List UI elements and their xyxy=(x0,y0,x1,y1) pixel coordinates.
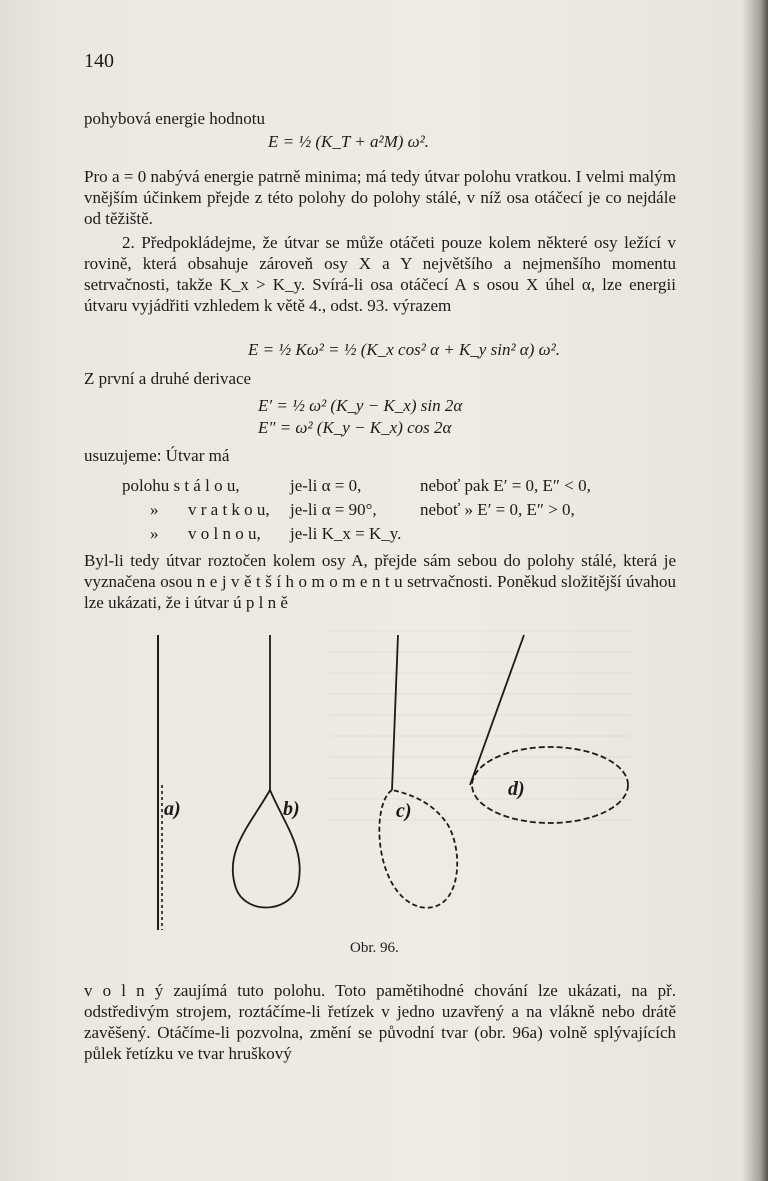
case-ditto-mark: » xyxy=(150,524,159,543)
equation-3: E′ = ½ ω² (K_y − K_x) sin 2α xyxy=(258,396,463,415)
paragraph-1: Pro a = 0 nabývá energie patrně minima; má tedy útvar polohu vratkou. I velmi malým vnějším účinkem přejde z této polohy do polohy stálé, v níž osa otáčecí je co nejdále od těžiště. xyxy=(84,167,676,228)
intro-line: pohybová energie hodnotu xyxy=(84,109,265,128)
case-condition: je-li K_x = K_y. xyxy=(290,524,402,543)
case-ditto-mark: » xyxy=(150,500,159,519)
chain-b xyxy=(233,635,300,908)
case-label: v o l n o u, xyxy=(188,524,261,543)
figure-label-d: d) xyxy=(508,778,525,800)
case-label: v r a t k o u, xyxy=(188,500,270,519)
case-condition: je-li α = 90°, xyxy=(290,500,377,519)
case-condition: je-li α = 0, xyxy=(290,476,362,495)
case-reason: neboť » E′ = 0, E″ > 0, xyxy=(420,500,575,519)
equation-4: E″ = ω² (K_y − K_x) cos 2α xyxy=(258,418,452,437)
chain-c xyxy=(379,635,457,908)
equation-2: E = ½ Kω² = ½ (K_x cos² α + K_y sin² α) ω². xyxy=(248,340,560,359)
conclusion-line: usuzujeme: Útvar má xyxy=(84,446,230,465)
paragraph-3: Byl-li tedy útvar roztočen kolem osy A, přejde sám sebou do polohy stálé, která je vyznačena osou n e j v ě t š í h o m o m e n t u setrvačnosti. Poněkud složitější úvahou lze ukázati, že i útvar ú p l n ě xyxy=(84,551,676,612)
figure-label-a: a) xyxy=(164,798,181,820)
chain-a xyxy=(158,635,162,930)
figure-label-b: b) xyxy=(283,798,300,820)
page-edge-shadow xyxy=(742,0,768,1181)
chain-d xyxy=(470,635,628,823)
paragraph-2: 2. Předpokládejme, že útvar se může otáčeti pouze kolem některé osy ležící v rovině, která obsahuje zároveň osy X a Y největšího a nejmenšího momentu setrvačnosti, takže K_x > K_y. Svírá-li osa otáčecí A s osou X úhel α, lze energii útvaru vyjádřiti vzhledem k větě 4., odst. 93. výrazem xyxy=(84,233,676,315)
paragraph-4: v o l n ý zaujímá tuto polohu. Toto pamětihodné chování lze ukázati, na př. odstředivým strojem, roztáčíme-li řetízek v jedno uzavřený a na vlákně nebo drátě zavěšený. Otáčíme-li pozvolna, změní se původní tvar (obr. 96a) volně splývajících půlek řetízku ve tvar hruškový xyxy=(84,981,676,1063)
equation-1: E = ½ (K_T + a²M) ω². xyxy=(268,132,429,151)
figure-label-c: c) xyxy=(396,800,412,822)
page-number: 140 xyxy=(84,50,114,72)
case-label: polohu s t á l o u, xyxy=(122,476,240,495)
case-reason: neboť pak E′ = 0, E″ < 0, xyxy=(420,476,591,495)
figure-caption: Obr. 96. xyxy=(350,940,399,956)
derivative-line: Z první a druhé derivace xyxy=(84,369,252,388)
